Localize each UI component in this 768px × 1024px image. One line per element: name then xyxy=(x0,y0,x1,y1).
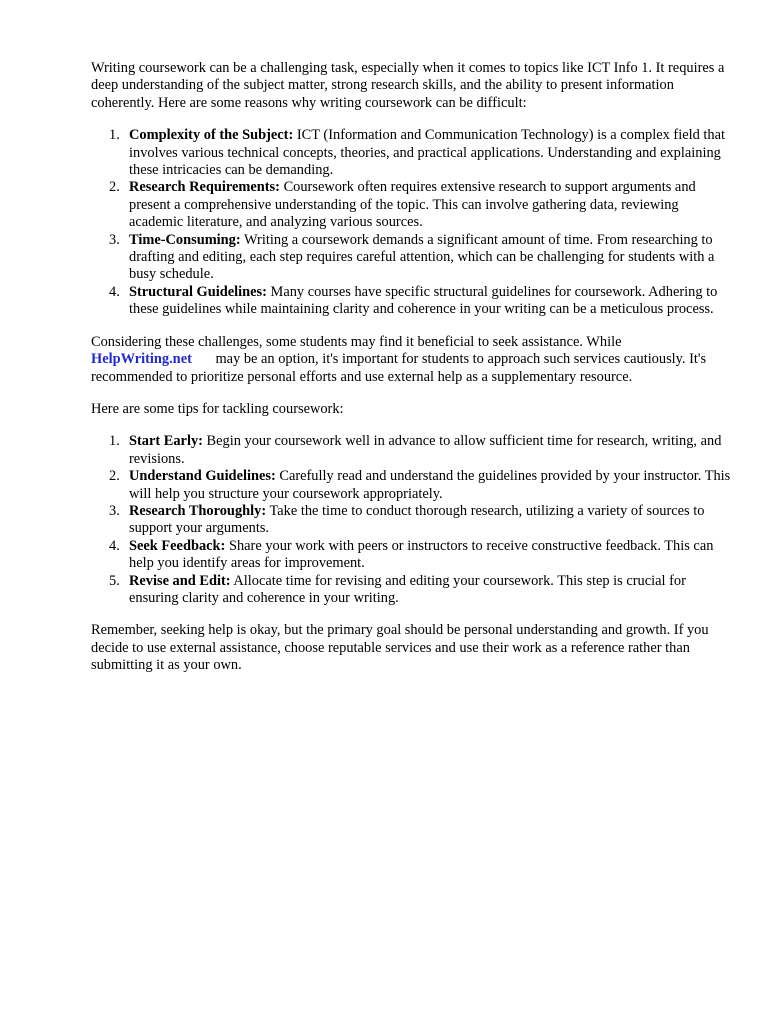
list-number: 2. xyxy=(109,179,120,196)
list-item xyxy=(91,284,731,319)
list-item-text: Writing a coursework demands a significant amount of time. From researching to drafting and editing, each step requires careful attention, which can be challenging for students with a busy schedule. xyxy=(129,231,715,283)
list-item-term: Revise and Edit: xyxy=(129,572,231,589)
tips-list xyxy=(91,433,731,607)
list-number: 5. xyxy=(109,572,120,589)
closing-paragraph: Remember, seeking help is okay, but the primary goal should be personal understanding and growth. If you decide to use external assistance, choose reputable services and use their work as a reference rather than submitting it as your own. xyxy=(91,622,709,674)
list-item xyxy=(91,468,731,503)
considering-text-before: Considering these challenges, some students may find it beneficial to seek assistance. While xyxy=(91,333,622,350)
list-item-term: Structural Guidelines: xyxy=(129,283,267,300)
list-item-term: Research Thoroughly: xyxy=(129,502,267,519)
list-item xyxy=(91,503,731,538)
list-number: 4. xyxy=(109,283,120,300)
list-item-term: Complexity of the Subject: xyxy=(129,127,294,144)
list-item xyxy=(91,179,731,231)
tips-intro: Here are some tips for tackling coursework: xyxy=(91,400,344,417)
list-item-text: Share your work with peers or instructors to receive constructive feedback. This can help you identify areas for improvement. xyxy=(129,537,714,572)
list-item-term: Seek Feedback: xyxy=(129,537,226,554)
list-item-text: ICT (Information and Communication Technology) is a complex field that involves various technical concepts, theories, and practical applications. Understanding and explaining these intricacies can be demanding. xyxy=(129,127,725,179)
intro-paragraph: Writing coursework can be a challenging task, especially when it comes to topics like ICT Info 1. It requires a deep understanding of the subject matter, strong research skills, and the ability to present information coherently. Here are some reasons why writing coursework can be difficult: xyxy=(91,60,725,111)
list-item-text: Begin your coursework well in advance to allow sufficient time for research, writing, and revisions. xyxy=(129,433,722,467)
list-item-term: Research Requirements: xyxy=(129,179,280,196)
list-number: 2. xyxy=(109,468,120,485)
list-item-text: Coursework often requires extensive research to support arguments and present a comprehensive understanding of the topic. This can involve gathering data, reviewing academic literature, and analyzing various sources. xyxy=(129,179,696,231)
list-number: 1. xyxy=(109,127,120,144)
list-number: 3. xyxy=(109,231,120,248)
list-item-text: Carefully read and understand the guidelines provided by your instructor. This will help you structure your coursework appropriately. xyxy=(129,468,731,502)
document-page xyxy=(91,60,731,675)
list-item xyxy=(91,538,731,573)
list-item xyxy=(91,232,731,284)
difficulties-list xyxy=(91,127,731,318)
list-item-term: Understand Guidelines: xyxy=(129,468,276,485)
list-item xyxy=(91,127,731,179)
list-item-text: Take the time to conduct thorough research, utilizing a variety of sources to support your arguments. xyxy=(129,502,705,537)
considering-paragraph xyxy=(91,334,731,386)
considering-text-after: may be an option, it's important for students to approach such services cautiously. It's recommended to prioritize personal efforts and use external help as a supplementary resource. xyxy=(91,351,707,385)
list-item-term: Start Early: xyxy=(129,433,203,450)
list-number: 3. xyxy=(109,502,120,519)
list-item xyxy=(91,573,731,608)
list-item-text: Many courses have specific structural guidelines for coursework. Adhering to these guidelines while maintaining clarity and coherence in your writing can be a meticulous process. xyxy=(129,283,718,318)
list-number: 4. xyxy=(109,537,120,554)
list-item xyxy=(91,433,731,468)
list-item-term: Time-Consuming: xyxy=(129,231,241,248)
helpwriting-link[interactable]: HelpWriting.net xyxy=(91,351,192,368)
list-item-text: Allocate time for revising and editing your coursework. This step is crucial for ensuring clarity and coherence in your writing. xyxy=(129,572,686,606)
list-number: 1. xyxy=(109,433,120,450)
